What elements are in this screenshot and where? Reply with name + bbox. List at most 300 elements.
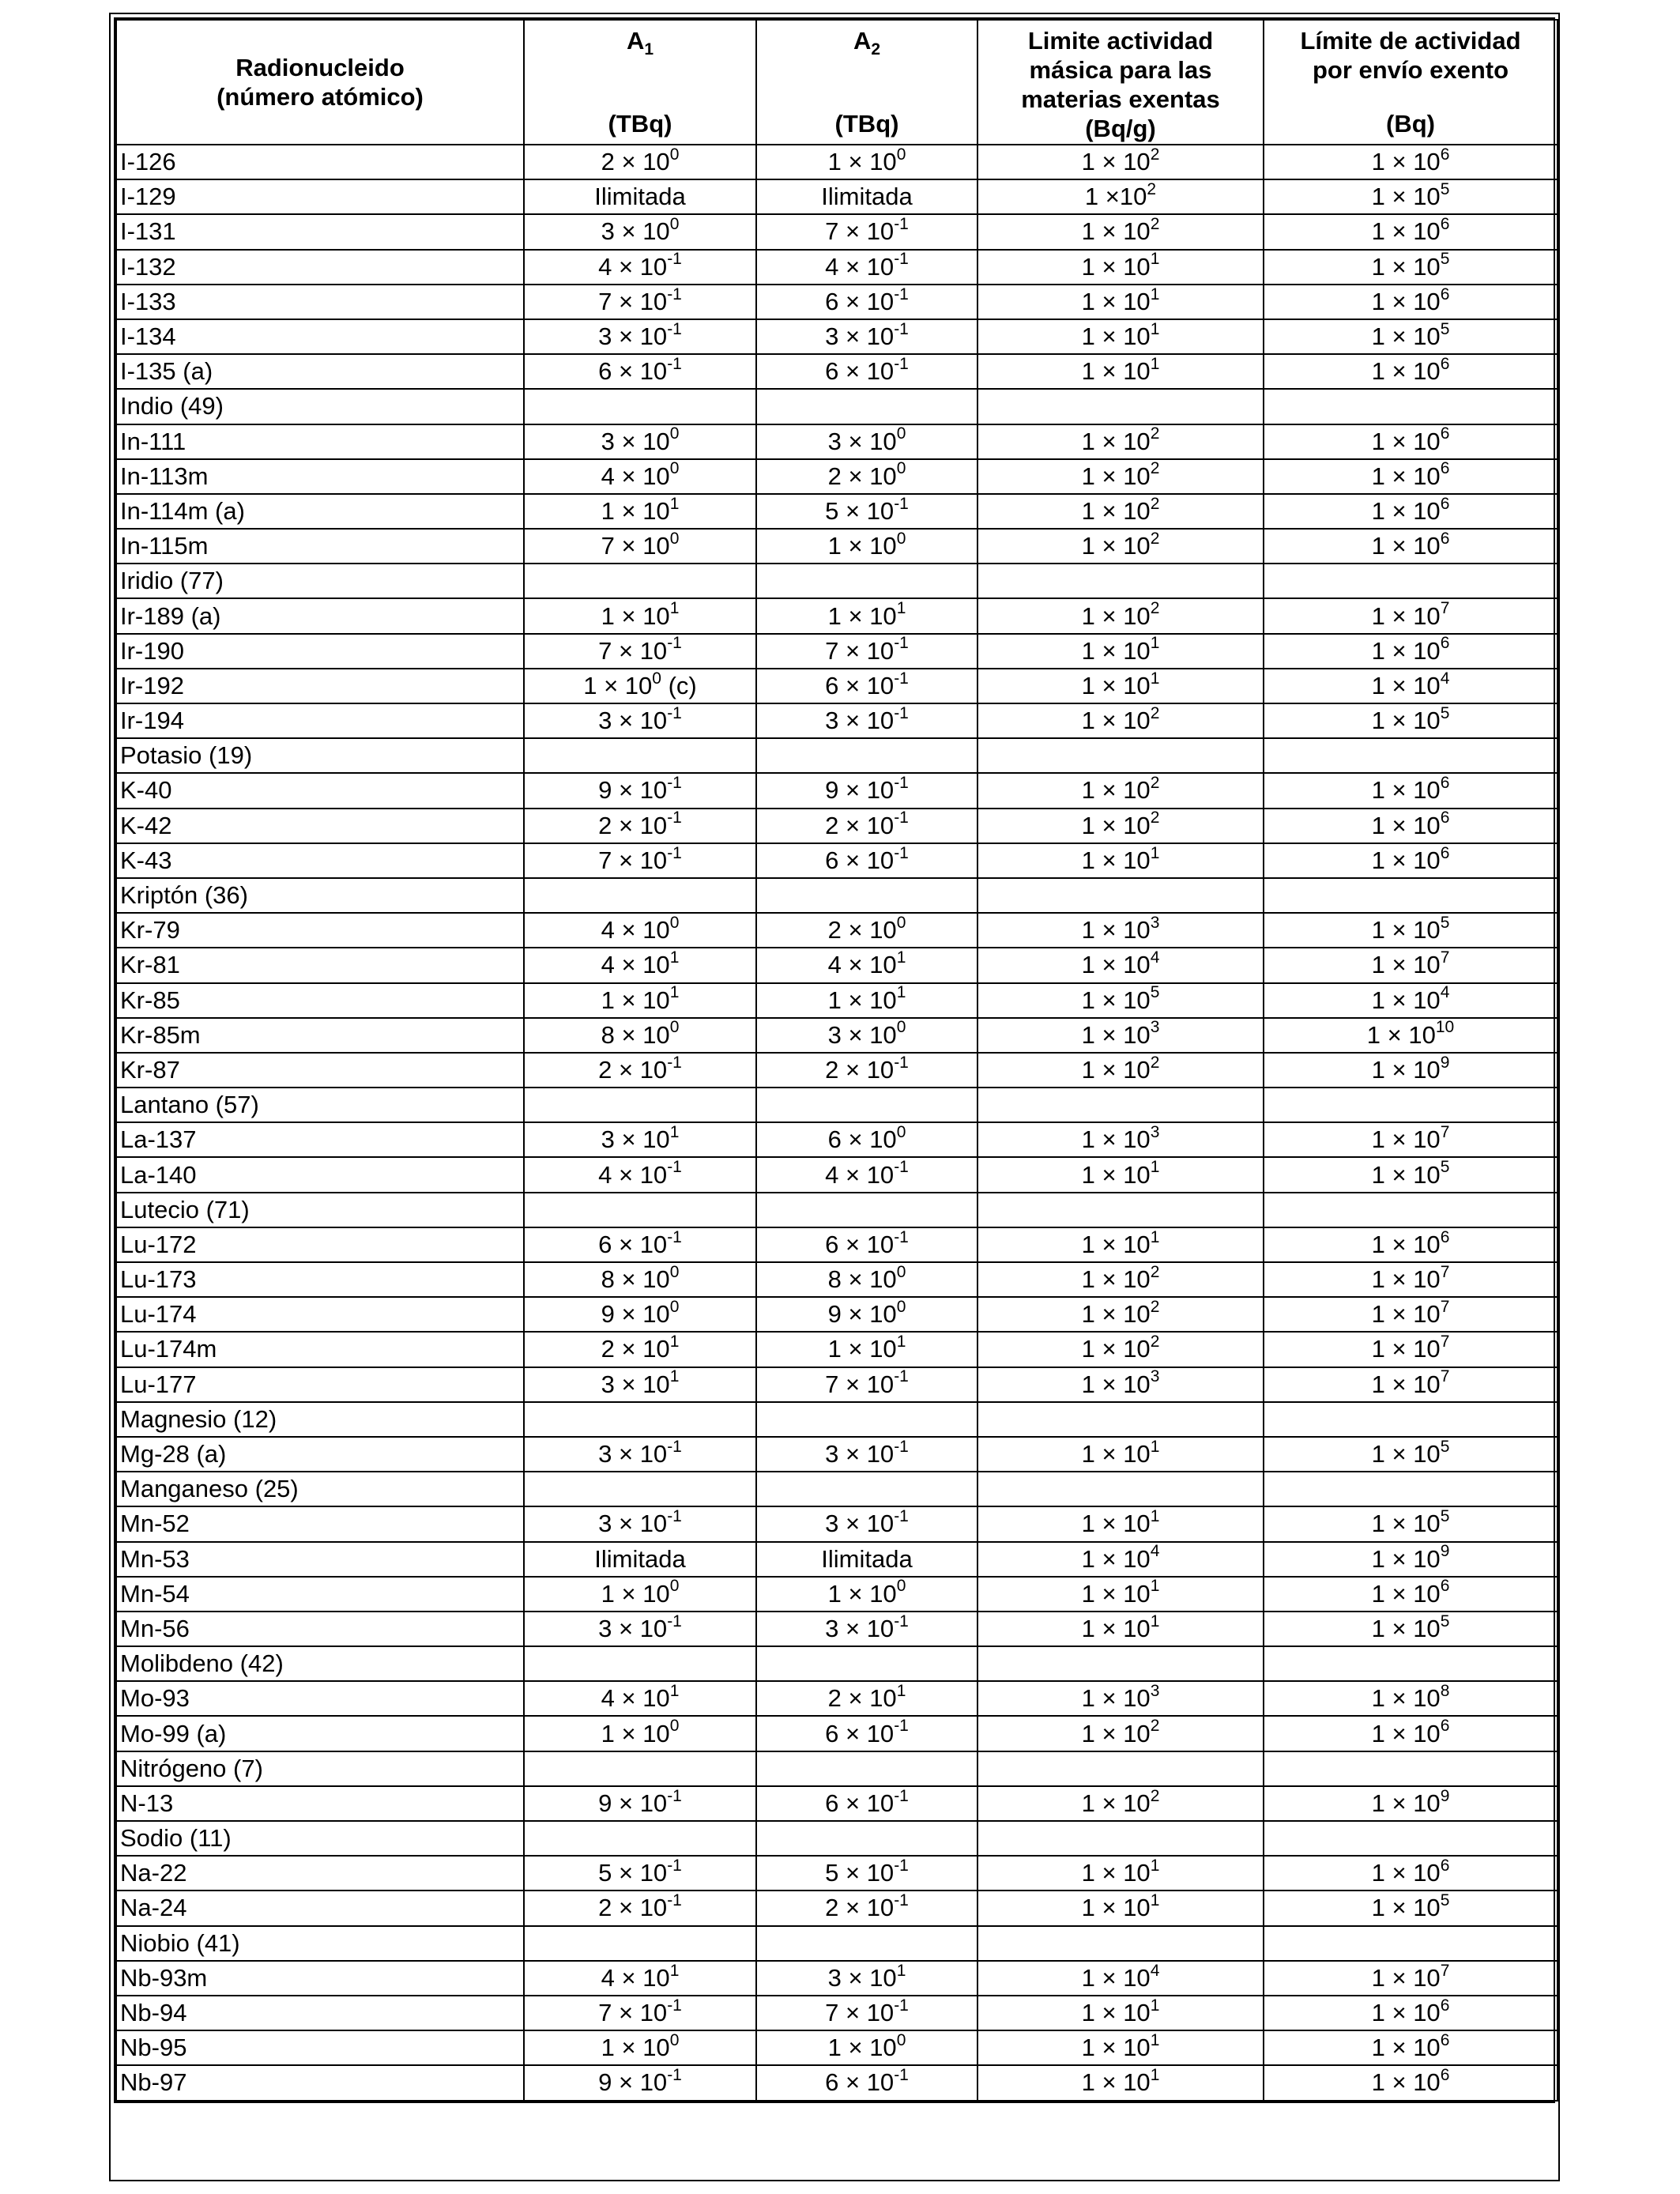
envio-cell (1264, 738, 1558, 773)
a2-cell: $2 \times 10^{-1}$ (756, 1891, 977, 1925)
radionuclide-cell: Kr-81 (116, 948, 524, 982)
masica-cell: $1 \times 10^1$ (977, 1157, 1264, 1192)
envio-cell: $1 \times 10^6$ (1264, 494, 1558, 529)
masica-cell: $1 \times 10^4$ (977, 1542, 1264, 1577)
a1-cell: $1 \times 10^1$ (524, 494, 756, 529)
a1-cell: $5 \times 10^{-1}$ (524, 1856, 756, 1891)
a2-cell: $6 \times 10^{-1}$ (756, 2065, 977, 2100)
radionuclide-cell: N-13 (116, 1786, 524, 1821)
a1-cell: $9 \times 10^0$ (524, 1297, 756, 1332)
a1-cell (524, 1751, 756, 1786)
a2-cell: $7 \times 10^{-1}$ (756, 1996, 977, 2030)
masica-cell: $1 \times 10^1$ (977, 2065, 1264, 2100)
masica-cell: $1 \times 10^2$ (977, 1053, 1264, 1088)
a2-cell: $2 \times 10^{-1}$ (756, 1053, 977, 1088)
radionuclide-cell: I-126 (116, 145, 524, 179)
envio-cell (1264, 1402, 1558, 1437)
radionuclide-cell: Ir-189 (a) (116, 598, 524, 633)
a2-cell: $1 \times 10^1$ (756, 598, 977, 633)
table-row (116, 1961, 1558, 1996)
masica-cell: $1 \times 10^1$ (977, 1891, 1264, 1925)
a1-cell: $8 \times 10^0$ (524, 1262, 756, 1297)
masica-cell: $1 \times 10^2$ (977, 529, 1264, 564)
a1-cell: $4 \times 10^1$ (524, 948, 756, 982)
table-row (116, 1297, 1558, 1332)
a1-cell: $9 \times 10^{-1}$ (524, 773, 756, 808)
radionuclide-cell: Lu-174 (116, 1297, 524, 1332)
masica-cell: $1 \times 10^2$ (977, 1716, 1264, 1751)
masica-cell: $1 \times 10^5$ (977, 983, 1264, 1018)
envio-cell: $1 \times 10^6$ (1264, 459, 1558, 494)
envio-cell: $1 \times 10^5$ (1264, 1612, 1558, 1646)
a2-cell (756, 1402, 977, 1437)
radionuclide-cell: I-129 (116, 179, 524, 214)
a1-cell: Ilimitada (524, 1542, 756, 1577)
a1-cell (524, 878, 756, 913)
masica-cell: $1 \times 10^1$ (977, 1437, 1264, 1472)
element-group-label: Lantano (57) (116, 1088, 524, 1122)
a1-cell: $4 \times 10^1$ (524, 1681, 756, 1716)
a2-cell: $7 \times 10^{-1}$ (756, 214, 977, 249)
a1-cell: $3 \times 10^{-1}$ (524, 703, 756, 738)
masica-cell: $1 \times 10^1$ (977, 285, 1264, 319)
a2-cell: Ilimitada (756, 1542, 977, 1577)
table-row (116, 285, 1558, 319)
a2-cell (756, 1193, 977, 1227)
element-group-row (116, 1751, 1558, 1786)
masica-cell (977, 878, 1264, 913)
envio-cell: $1 \times 10^{10}$ (1264, 1018, 1558, 1053)
a2-cell (756, 389, 977, 424)
a2-cell (756, 1821, 977, 1856)
radionuclide-cell: Kr-87 (116, 1053, 524, 1088)
envio-cell: $1 \times 10^9$ (1264, 1542, 1558, 1577)
envio-cell (1264, 1472, 1558, 1506)
masica-cell: $1 \times 10^2$ (977, 214, 1264, 249)
a1-cell: $1 \times 10^0$ (c) (524, 669, 756, 703)
radionuclide-cell: K-42 (116, 809, 524, 843)
envio-cell: $1 \times 10^8$ (1264, 1681, 1558, 1716)
radionuclide-cell: Mn-54 (116, 1577, 524, 1612)
masica-cell (977, 389, 1264, 424)
a1-cell: $1 \times 10^0$ (524, 2030, 756, 2065)
radionuclide-cell: Ir-194 (116, 703, 524, 738)
masica-cell: $1 \times 10^1$ (977, 2030, 1264, 2065)
a2-cell: $6 \times 10^{-1}$ (756, 285, 977, 319)
envio-cell: $1 \times 10^6$ (1264, 529, 1558, 564)
table-row (116, 1122, 1558, 1157)
a2-cell: $3 \times 10^{-1}$ (756, 1506, 977, 1541)
envio-cell: $1 \times 10^6$ (1264, 1577, 1558, 1612)
masica-cell: $1 \times 10^2$ (977, 1262, 1264, 1297)
a2-cell: $2 \times 10^1$ (756, 1681, 977, 1716)
a1-cell (524, 1646, 756, 1681)
table-row (116, 669, 1558, 703)
masica-cell: $1 \times 10^2$ (977, 1297, 1264, 1332)
masica-cell: $1 \times 10^3$ (977, 913, 1264, 948)
a2-cell: $1 \times 10^1$ (756, 1332, 977, 1367)
envio-cell: $1 \times 10^5$ (1264, 1157, 1558, 1192)
masica-cell: $1 \times 10^1$ (977, 634, 1264, 669)
table-row (116, 913, 1558, 948)
radionuclide-cell: I-131 (116, 214, 524, 249)
a1-cell: $6 \times 10^{-1}$ (524, 1227, 756, 1262)
a2-cell: $3 \times 10^0$ (756, 1018, 977, 1053)
a2-cell: $6 \times 10^{-1}$ (756, 669, 977, 703)
a1-cell: $7 \times 10^{-1}$ (524, 285, 756, 319)
a1-cell: Ilimitada (524, 179, 756, 214)
table-row (116, 494, 1558, 529)
element-group-label: Indio (49) (116, 389, 524, 424)
element-group-label: Kriptón (36) (116, 878, 524, 913)
table-row (116, 179, 1558, 214)
masica-cell: $1 \times 10^2$ (977, 773, 1264, 808)
masica-cell: $1 \times 10^1$ (977, 843, 1264, 878)
radionuclide-cell: La-140 (116, 1157, 524, 1192)
envio-cell: $1 \times 10^7$ (1264, 1122, 1558, 1157)
table-row (116, 1996, 1558, 2030)
a2-cell: $8 \times 10^0$ (756, 1262, 977, 1297)
envio-cell (1264, 1193, 1558, 1227)
a1-cell: $3 \times 10^0$ (524, 214, 756, 249)
table-row (116, 773, 1558, 808)
masica-cell: $1 \times 10^1$ (977, 1577, 1264, 1612)
element-group-label: Sodio (11) (116, 1821, 524, 1856)
a1-cell: $2 \times 10^1$ (524, 1332, 756, 1367)
table-row (116, 1262, 1558, 1297)
radionuclide-cell: In-115m (116, 529, 524, 564)
envio-cell: $1 \times 10^6$ (1264, 2030, 1558, 2065)
a1-cell: $2 \times 10^{-1}$ (524, 1891, 756, 1925)
masica-cell: $1 \times 10^3$ (977, 1367, 1264, 1402)
a1-cell: $7 \times 10^0$ (524, 529, 756, 564)
a1-cell: $4 \times 10^0$ (524, 913, 756, 948)
table-row (116, 948, 1558, 982)
envio-cell: $1 \times 10^6$ (1264, 424, 1558, 459)
masica-cell: $1 \times 10^2$ (977, 1332, 1264, 1367)
a2-cell: $7 \times 10^{-1}$ (756, 634, 977, 669)
envio-cell: $1 \times 10^9$ (1264, 1053, 1558, 1088)
table-row (116, 1367, 1558, 1402)
header-radionucleido: Radionucleido (número atómico) (116, 20, 524, 145)
a2-cell: $1 \times 10^0$ (756, 2030, 977, 2065)
a1-cell: $1 \times 10^1$ (524, 598, 756, 633)
masica-cell (977, 1926, 1264, 1961)
table-row (116, 459, 1558, 494)
radionuclide-cell: Mo-99 (a) (116, 1716, 524, 1751)
envio-cell (1264, 1821, 1558, 1856)
radionuclide-cell: In-111 (116, 424, 524, 459)
envio-cell: $1 \times 10^7$ (1264, 1262, 1558, 1297)
a1-cell: $3 \times 10^{-1}$ (524, 1437, 756, 1472)
a2-cell: $2 \times 10^0$ (756, 913, 977, 948)
radionuclide-cell: Nb-94 (116, 1996, 524, 2030)
a1-cell: $7 \times 10^{-1}$ (524, 1996, 756, 2030)
radionuclide-cell: Nb-93m (116, 1961, 524, 1996)
table-row (116, 1227, 1558, 1262)
a1-cell: $4 \times 10^1$ (524, 1961, 756, 1996)
element-group-label: Nitrógeno (7) (116, 1751, 524, 1786)
a2-cell: $4 \times 10^1$ (756, 948, 977, 982)
masica-cell: $1 \times 10^1$ (977, 1856, 1264, 1891)
table-row (116, 1542, 1558, 1577)
envio-cell (1264, 878, 1558, 913)
a1-cell (524, 1472, 756, 1506)
element-group-row (116, 1402, 1558, 1437)
masica-cell: $1 \times 10^4$ (977, 948, 1264, 982)
envio-cell: $1 \times 10^6$ (1264, 354, 1558, 389)
envio-cell (1264, 1088, 1558, 1122)
envio-cell: $1 \times 10^6$ (1264, 145, 1558, 179)
masica-cell (977, 1821, 1264, 1856)
masica-cell: $1 \times 10^2$ (977, 459, 1264, 494)
table-row (116, 529, 1558, 564)
masica-cell: $1 \times 10^1$ (977, 1612, 1264, 1646)
table-row (116, 1506, 1558, 1541)
envio-cell (1264, 564, 1558, 598)
a2-cell (756, 1926, 977, 1961)
a1-cell: $3 \times 10^{-1}$ (524, 1506, 756, 1541)
envio-cell: $1 \times 10^6$ (1264, 773, 1558, 808)
radionuclide-cell: Mn-52 (116, 1506, 524, 1541)
radionuclide-cell: Na-22 (116, 1856, 524, 1891)
table-row (116, 145, 1558, 179)
envio-cell: $1 \times 10^7$ (1264, 1297, 1558, 1332)
header-a2: $A_2$ (TBq) (756, 20, 977, 145)
masica-cell: $1 \times 10^2$ (977, 703, 1264, 738)
envio-cell (1264, 1926, 1558, 1961)
table-row (116, 1157, 1558, 1192)
a1-cell (524, 1926, 756, 1961)
masica-cell: $1 \times 10^1$ (977, 1996, 1264, 2030)
masica-cell (977, 1402, 1264, 1437)
a1-cell (524, 1402, 756, 1437)
element-group-label: Niobio (41) (116, 1926, 524, 1961)
a2-cell: $6 \times 10^{-1}$ (756, 843, 977, 878)
envio-cell: $1 \times 10^7$ (1264, 1367, 1558, 1402)
a1-cell: $3 \times 10^1$ (524, 1122, 756, 1157)
element-group-row (116, 738, 1558, 773)
a1-cell (524, 738, 756, 773)
envio-cell: $1 \times 10^6$ (1264, 843, 1558, 878)
radionuclide-cell: K-43 (116, 843, 524, 878)
masica-cell (977, 738, 1264, 773)
header-limite-actividad-masica: Limite actividad másica para las materias exentas (Bq/g) (977, 20, 1264, 145)
element-group-row (116, 1193, 1558, 1227)
a2-cell: $7 \times 10^{-1}$ (756, 1367, 977, 1402)
table-row (116, 809, 1558, 843)
table-row (116, 1053, 1558, 1088)
envio-cell: $1 \times 10^7$ (1264, 598, 1558, 633)
element-group-label: Lutecio (71) (116, 1193, 524, 1227)
table-row (116, 1681, 1558, 1716)
a2-cell: $3 \times 10^0$ (756, 424, 977, 459)
a2-cell: $6 \times 10^{-1}$ (756, 1227, 977, 1262)
table-row (116, 2030, 1558, 2065)
masica-cell (977, 1472, 1264, 1506)
a2-cell: $1 \times 10^0$ (756, 529, 977, 564)
table-row (116, 319, 1558, 354)
radionuclide-table-container (114, 17, 1555, 2103)
masica-cell: $1 \times 10^2$ (977, 809, 1264, 843)
radionuclide-cell: Na-24 (116, 1891, 524, 1925)
masica-cell: $1 \times 10^4$ (977, 1961, 1264, 1996)
a2-cell: $2 \times 10^{-1}$ (756, 809, 977, 843)
a1-cell: $2 \times 10^{-1}$ (524, 1053, 756, 1088)
a1-cell: $1 \times 10^0$ (524, 1716, 756, 1751)
masica-cell (977, 1088, 1264, 1122)
radionuclide-cell: I-135 (a) (116, 354, 524, 389)
radionuclide-cell: Ir-190 (116, 634, 524, 669)
element-group-row (116, 1646, 1558, 1681)
masica-cell: $1 \times 10^2$ (977, 145, 1264, 179)
a1-cell: $3 \times 10^0$ (524, 424, 756, 459)
table-row (116, 1018, 1558, 1053)
masica-cell (977, 1646, 1264, 1681)
element-group-row (116, 1821, 1558, 1856)
a1-cell: $3 \times 10^{-1}$ (524, 1612, 756, 1646)
element-group-label: Potasio (19) (116, 738, 524, 773)
a2-cell: Ilimitada (756, 179, 977, 214)
a2-cell (756, 878, 977, 913)
masica-cell: $1 \times 10^2$ (977, 424, 1264, 459)
element-group-label: Magnesio (12) (116, 1402, 524, 1437)
a2-cell: $1 \times 10^0$ (756, 145, 977, 179)
a2-cell: $6 \times 10^{-1}$ (756, 354, 977, 389)
masica-cell: $1 \times 10^2$ (977, 1786, 1264, 1821)
envio-cell: $1 \times 10^4$ (1264, 983, 1558, 1018)
masica-cell (977, 1193, 1264, 1227)
envio-cell: $1 \times 10^6$ (1264, 634, 1558, 669)
table-row (116, 1891, 1558, 1925)
a2-cell: $3 \times 10^{-1}$ (756, 1612, 977, 1646)
table-row (116, 1437, 1558, 1472)
table-row (116, 598, 1558, 633)
a1-cell: $9 \times 10^{-1}$ (524, 2065, 756, 2100)
masica-cell (977, 564, 1264, 598)
radionuclide-cell: Kr-79 (116, 913, 524, 948)
envio-cell: $1 \times 10^6$ (1264, 285, 1558, 319)
element-group-row (116, 878, 1558, 913)
masica-cell: $1 \times 10^2$ (977, 494, 1264, 529)
masica-cell: $1 \times 10^1$ (977, 1227, 1264, 1262)
radionuclide-cell: Lu-172 (116, 1227, 524, 1262)
envio-cell: $1 \times 10^5$ (1264, 703, 1558, 738)
table-row (116, 1332, 1558, 1367)
radionuclide-cell: Nb-97 (116, 2065, 524, 2100)
table-header-row (116, 20, 1558, 145)
radionuclide-cell: Kr-85 (116, 983, 524, 1018)
radionuclide-cell: Nb-95 (116, 2030, 524, 2065)
a2-cell: $1 \times 10^0$ (756, 1577, 977, 1612)
a2-cell: $5 \times 10^{-1}$ (756, 494, 977, 529)
a2-cell: $9 \times 10^{-1}$ (756, 773, 977, 808)
table-row (116, 2065, 1558, 2100)
envio-cell: $1 \times 10^7$ (1264, 1332, 1558, 1367)
table-row (116, 703, 1558, 738)
a2-cell (756, 1472, 977, 1506)
a2-cell: $3 \times 10^{-1}$ (756, 1437, 977, 1472)
envio-cell: $1 \times 10^5$ (1264, 250, 1558, 285)
envio-cell: $1 \times 10^7$ (1264, 1961, 1558, 1996)
radionuclide-cell: Mn-56 (116, 1612, 524, 1646)
masica-cell: $1 \times 10^1$ (977, 1506, 1264, 1541)
a1-cell (524, 1821, 756, 1856)
envio-cell (1264, 389, 1558, 424)
radionuclide-table (115, 19, 1558, 2102)
element-group-row (116, 564, 1558, 598)
envio-cell: $1 \times 10^5$ (1264, 1437, 1558, 1472)
envio-cell: $1 \times 10^5$ (1264, 319, 1558, 354)
a2-cell: $6 \times 10^{-1}$ (756, 1716, 977, 1751)
envio-cell: $1 \times 10^7$ (1264, 948, 1558, 982)
radionuclide-cell: Lu-177 (116, 1367, 524, 1402)
a1-cell: $1 \times 10^0$ (524, 1577, 756, 1612)
envio-cell: $1 \times 10^6$ (1264, 809, 1558, 843)
a2-cell (756, 738, 977, 773)
radionuclide-cell: I-134 (116, 319, 524, 354)
masica-cell: $1 \times 10^3$ (977, 1018, 1264, 1053)
table-row (116, 1612, 1558, 1646)
a2-cell: $2 \times 10^0$ (756, 459, 977, 494)
a2-cell: $3 \times 10^1$ (756, 1961, 977, 1996)
radionuclide-cell: Lu-173 (116, 1262, 524, 1297)
masica-cell: $1 \times 10^1$ (977, 669, 1264, 703)
a2-cell: $3 \times 10^{-1}$ (756, 703, 977, 738)
element-group-row (116, 389, 1558, 424)
masica-cell: $1 \times 10^3$ (977, 1681, 1264, 1716)
envio-cell: $1 \times 10^4$ (1264, 669, 1558, 703)
element-group-row (116, 1926, 1558, 1961)
masica-cell: $1 \times 10^2$ (977, 598, 1264, 633)
envio-cell: $1 \times 10^5$ (1264, 913, 1558, 948)
table-row (116, 1856, 1558, 1891)
masica-cell: $1 \times 10^3$ (977, 1122, 1264, 1157)
radionuclide-cell: Mg-28 (a) (116, 1437, 524, 1472)
table-row (116, 214, 1558, 249)
radionuclide-cell: I-133 (116, 285, 524, 319)
a1-cell: $6 \times 10^{-1}$ (524, 354, 756, 389)
envio-cell: $1 \times 10^6$ (1264, 1227, 1558, 1262)
envio-cell: $1 \times 10^6$ (1264, 1856, 1558, 1891)
element-group-row (116, 1088, 1558, 1122)
table-body (116, 145, 1558, 2101)
a2-cell: $6 \times 10^{-1}$ (756, 1786, 977, 1821)
radionuclide-cell: La-137 (116, 1122, 524, 1157)
a1-cell (524, 1193, 756, 1227)
envio-cell (1264, 1751, 1558, 1786)
table-row (116, 1716, 1558, 1751)
table-row (116, 1786, 1558, 1821)
a1-cell: $4 \times 10^0$ (524, 459, 756, 494)
radionuclide-cell: Kr-85m (116, 1018, 524, 1053)
table-row (116, 843, 1558, 878)
a1-cell: $2 \times 10^0$ (524, 145, 756, 179)
table-row (116, 354, 1558, 389)
envio-cell (1264, 1646, 1558, 1681)
radionuclide-cell: Mn-53 (116, 1542, 524, 1577)
masica-cell: $1 \times 10^1$ (977, 250, 1264, 285)
element-group-label: Iridio (77) (116, 564, 524, 598)
radionuclide-cell: Lu-174m (116, 1332, 524, 1367)
a1-cell: $7 \times 10^{-1}$ (524, 843, 756, 878)
a2-cell: $9 \times 10^0$ (756, 1297, 977, 1332)
header-limite-envio-exento: Límite de actividad por envío exento (Bq) (1264, 20, 1558, 145)
envio-cell: $1 \times 10^9$ (1264, 1786, 1558, 1821)
radionuclide-cell: K-40 (116, 773, 524, 808)
a2-cell: $1 \times 10^1$ (756, 983, 977, 1018)
a1-cell: $9 \times 10^{-1}$ (524, 1786, 756, 1821)
